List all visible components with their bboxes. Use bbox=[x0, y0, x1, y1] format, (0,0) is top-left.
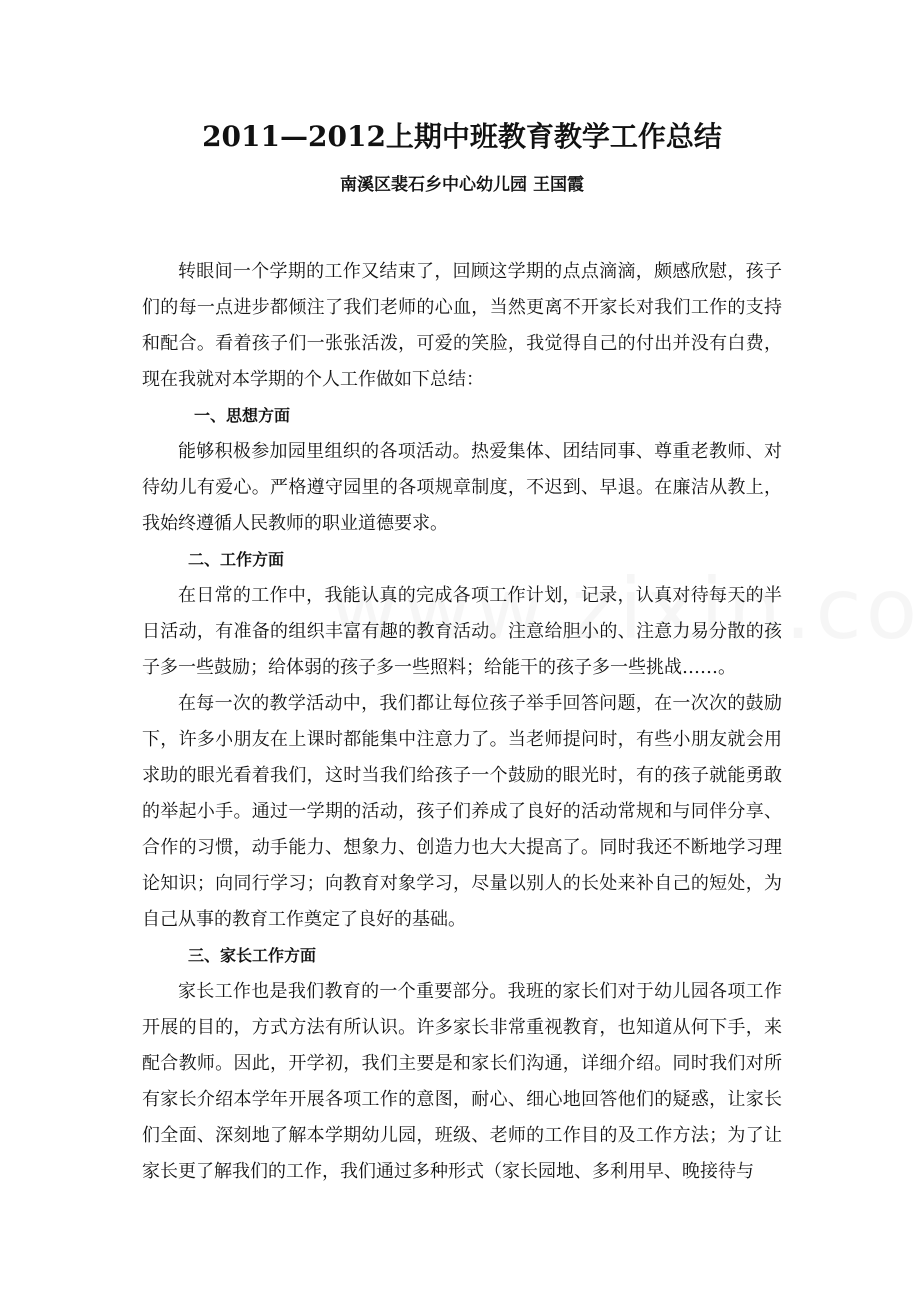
intro-paragraph: 转眼间一个学期的工作又结束了，回顾这学期的点点滴滴，颇感欣慰，孩子们的每一点进步都倾注了我们老师的心血，当然更离不开家长对我们工作的支持和配合。看着孩子们一张张活泼，可爱的笑脸，我觉得自己的付出并没有白费，现在我就对本学期的个人工作做如下总结： bbox=[142, 261, 782, 390]
section-paragraph: 能够积极参加园里组织的各项活动。热爱集体、团结同事、尊重老教师、对待幼儿有爱心。严格遵守园里的各项规章制度，不迟到、早退。在廉洁从教上，我始终遵循人民教师的职业道德要求。 bbox=[142, 441, 782, 534]
section-heading-thought: 一、思想方面 bbox=[194, 406, 291, 425]
section-heading-parents: 三、家长工作方面 bbox=[188, 946, 317, 965]
author-line: 南溪区裴石乡中心幼儿园 王国霞 bbox=[340, 175, 584, 195]
document-page bbox=[142, 112, 782, 1190]
section-heading-work: 二、工作方面 bbox=[188, 550, 285, 569]
document-title: 2011—2012上期中班教育教学工作总结 bbox=[202, 120, 722, 153]
section-paragraph: 家长工作也是我们教育的一个重要部分。我班的家长们对于幼儿园各项工作开展的目的，方式方法有所认识。许多家长非常重视教育，也知道从何下手，来配合教师。因此，开学初，我们主要是和家长们沟通，详细介绍。同时我们对所有家长介绍本学年开展各项工作的意图，耐心、细心地回答他们的疑惑，让家长们全面、深刻地了解本学期幼儿园，班级、老师的工作目的及工作方法；为了让家长更了解我们的工作，我们通过多种形式（家长园地、多利用早、晚接待与 bbox=[142, 981, 782, 1182]
section-paragraph: 在日常的工作中，我能认真的完成各项工作计划，记录，认真对待每天的半日活动，有准备的组织丰富有趣的教育活动。注意给胆小的、注意力易分散的孩子多一些鼓励；给体弱的孩子多一些照料；给能干的孩子多一些挑战……。 bbox=[142, 585, 782, 678]
document-body bbox=[142, 254, 782, 1190]
section-paragraph: 在每一次的教学活动中，我们都让每位孩子举手回答问题，在一次次的鼓励下，许多小朋友在上课时都能集中注意力了。当老师提问时，有些小朋友就会用求助的眼光看着我们，这时当我们给孩子一个鼓励的眼光时，有的孩子就能勇敢的举起小手。通过一学期的活动，孩子们养成了良好的活动常规和与同伴分享、合作的习惯，动手能力、想象力、创造力也大大提高了。同时我还不断地学习理论知识；向同行学习；向教育对象学习，尽量以别人的长处来补自己的短处，为自己从事的教育工作奠定了良好的基础。 bbox=[142, 693, 782, 930]
